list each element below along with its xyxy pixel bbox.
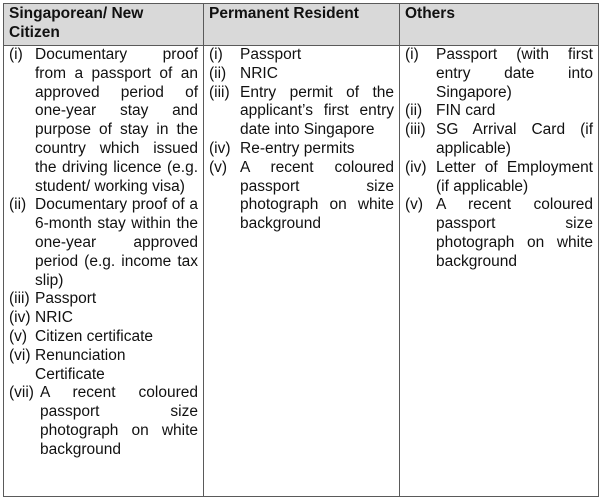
- item-number: (iv): [405, 158, 427, 176]
- permanent-resident-requirements-cell: [204, 46, 400, 497]
- list-item: [209, 159, 394, 234]
- item-text: Documentary proof of a 6-month stay within the one-year approved period (e.g. income tax slip): [35, 196, 198, 289]
- item-text: A recent coloured passport size photograph on white background: [436, 196, 593, 270]
- list-item: [9, 384, 198, 459]
- item-text: Documentary proof from a passport of an approved period of one-year stay and purpose of stay in the country which issued the driving licence (e.g. student/ working visa): [35, 46, 198, 195]
- item-text: Letter of Employment (if applicable): [436, 158, 593, 195]
- list-item: [9, 196, 198, 290]
- item-text: SG Arrival Card (if applicable): [436, 121, 593, 157]
- item-text: NRIC: [240, 64, 278, 82]
- list-item: [9, 46, 198, 196]
- list-item: [405, 196, 593, 271]
- item-text: A recent coloured passport size photograph on white background: [40, 384, 198, 458]
- item-number: (v): [9, 327, 28, 345]
- others-requirements-cell: [400, 46, 599, 497]
- item-number: (v): [209, 158, 228, 176]
- item-text: NRIC: [35, 309, 73, 327]
- singaporean-requirements-cell: [4, 46, 204, 497]
- item-text: Passport: [240, 46, 302, 63]
- item-number: (iii): [209, 83, 230, 101]
- document-requirements-table: [3, 3, 599, 497]
- requirements-row: [4, 46, 599, 497]
- list-item: [209, 84, 394, 140]
- header-singaporean-new-citizen: Singaporean/ New Citizen: [4, 4, 204, 46]
- item-number: (i): [9, 46, 23, 63]
- list-item: [405, 102, 593, 121]
- item-number: (ii): [9, 196, 27, 214]
- singaporean-requirements-list: [9, 46, 198, 460]
- item-number: (iii): [9, 290, 30, 308]
- list-item: [9, 328, 198, 347]
- item-number: (i): [209, 46, 223, 63]
- item-number: (vi): [9, 346, 31, 364]
- others-requirements-list: [405, 46, 593, 272]
- item-number: (vii): [9, 384, 34, 402]
- list-item: [209, 46, 394, 65]
- item-number: (ii): [405, 102, 423, 120]
- list-item: [9, 290, 198, 309]
- item-number: (ii): [209, 64, 227, 82]
- header-permanent-resident: Permanent Resident: [204, 4, 400, 46]
- item-text: Renunciation Certificate: [35, 346, 126, 383]
- item-text: Re-entry permits: [240, 139, 355, 157]
- list-item: [9, 347, 198, 385]
- item-text: Entry permit of the applicant’s first entry date into Singapore: [240, 83, 394, 139]
- list-item: [209, 140, 394, 159]
- item-text: Citizen certificate: [35, 327, 154, 345]
- item-number: (iv): [209, 139, 231, 157]
- list-item: [209, 65, 394, 84]
- list-item: [405, 46, 593, 102]
- item-text: Passport (with first entry date into Singapore): [436, 46, 593, 101]
- list-item: [9, 309, 198, 328]
- item-number: (i): [405, 46, 419, 63]
- item-number: (v): [405, 196, 424, 214]
- list-item: [405, 121, 593, 159]
- item-text: A recent coloured passport size photograph on white background: [240, 158, 394, 233]
- item-text: Passport: [35, 290, 97, 308]
- item-number: (iv): [9, 309, 31, 327]
- list-item: [405, 159, 593, 197]
- header-others: Others: [400, 4, 599, 46]
- permanent-resident-requirements-list: [209, 46, 394, 234]
- item-text: FIN card: [436, 102, 496, 120]
- item-number: (iii): [405, 121, 426, 139]
- header-row: [4, 4, 599, 46]
